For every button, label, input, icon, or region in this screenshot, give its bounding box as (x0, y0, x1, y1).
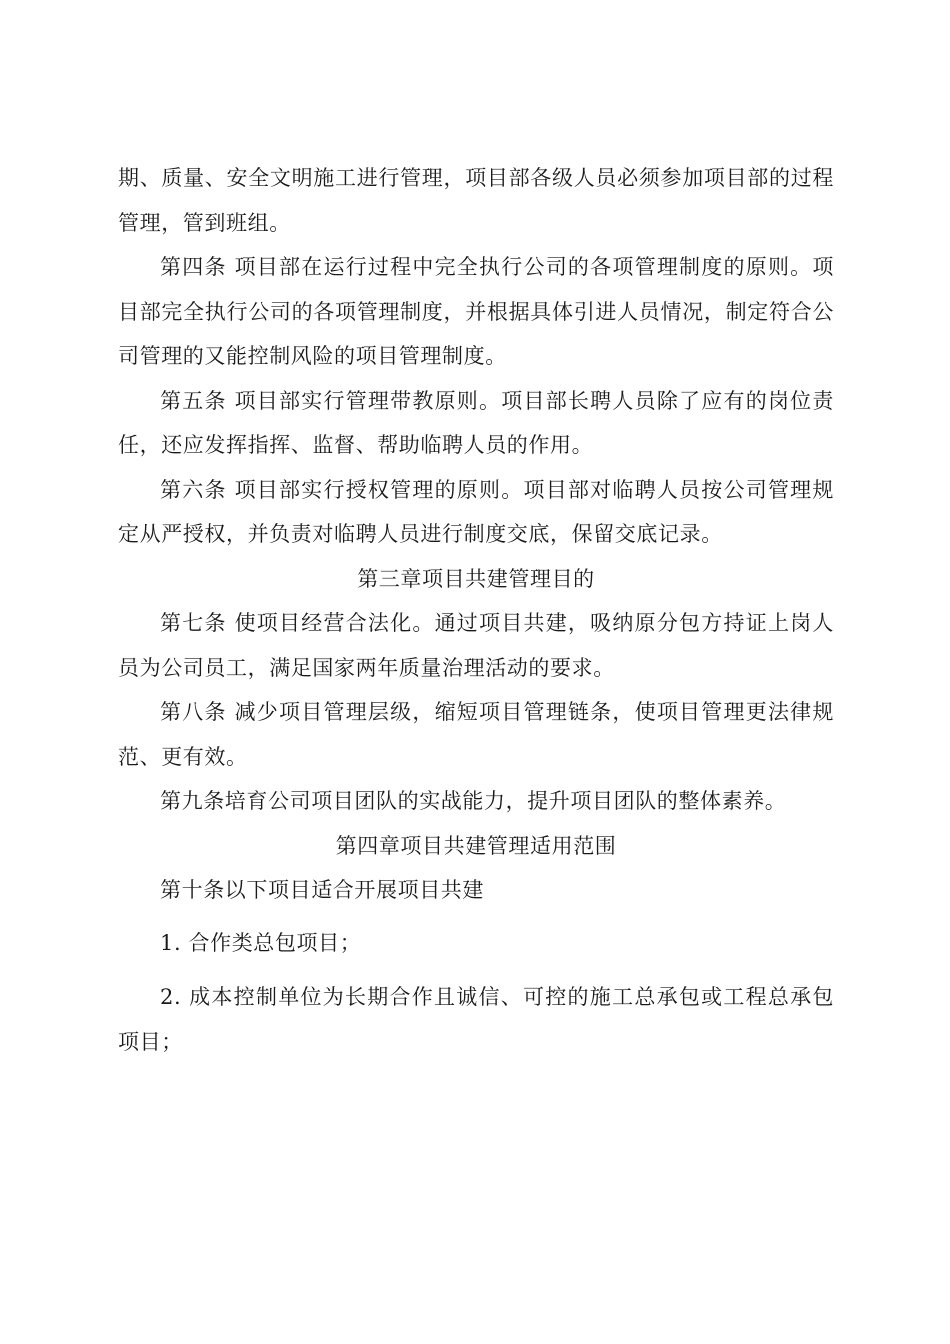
article-9: 第九条培育公司项目团队的实战能力，提升项目团队的整体素养。 (160, 789, 787, 813)
document-body (118, 156, 834, 1064)
article-4: 第四条 项目部在运行过程中完全执行公司的各项管理制度的原则。项目部完全执行公司的各项管理制度，并根据具体引进人员情况，制定符合公司管理的又能控制风险的项目管理制度。 (118, 255, 834, 368)
article-5: 第五条 项目部实行管理带教原则。项目部长聘人员除了应有的岗位责任，还应发挥指挥、监督、帮助临聘人员的作用。 (118, 388, 834, 457)
list-item-1: 1. 合作类总包项目； (160, 930, 362, 955)
article-6: 第六条 项目部实行授权管理的原则。项目部对临聘人员按公司管理规定从严授权，并负责对临聘人员进行制度交底，保留交底记录。 (118, 477, 834, 546)
chapter-4-heading: 第四章项目共建管理适用范围 (335, 833, 617, 858)
article-7: 第七条 使项目经营合法化。通过项目共建，吸纳原分包方持证上岗人员为公司员工，满足国家两年质量治理活动的要求。 (118, 611, 834, 680)
article-8: 第八条 减少项目管理层级，缩短项目管理链条，使项目管理更法律规范、更有效。 (118, 700, 834, 769)
paragraph-continuation: 期、质量、安全文明施工进行管理，项目部各级人员必须参加项目部的过程管理，管到班组。 (118, 166, 834, 235)
article-10: 第十条以下项目适合开展项目共建 (160, 878, 484, 902)
chapter-3-heading: 第三章项目共建管理目的 (357, 566, 595, 591)
list-item-2: 2. 成本控制单位为长期合作且诚信、可控的施工总承包或工程总承包项目； (118, 985, 834, 1054)
